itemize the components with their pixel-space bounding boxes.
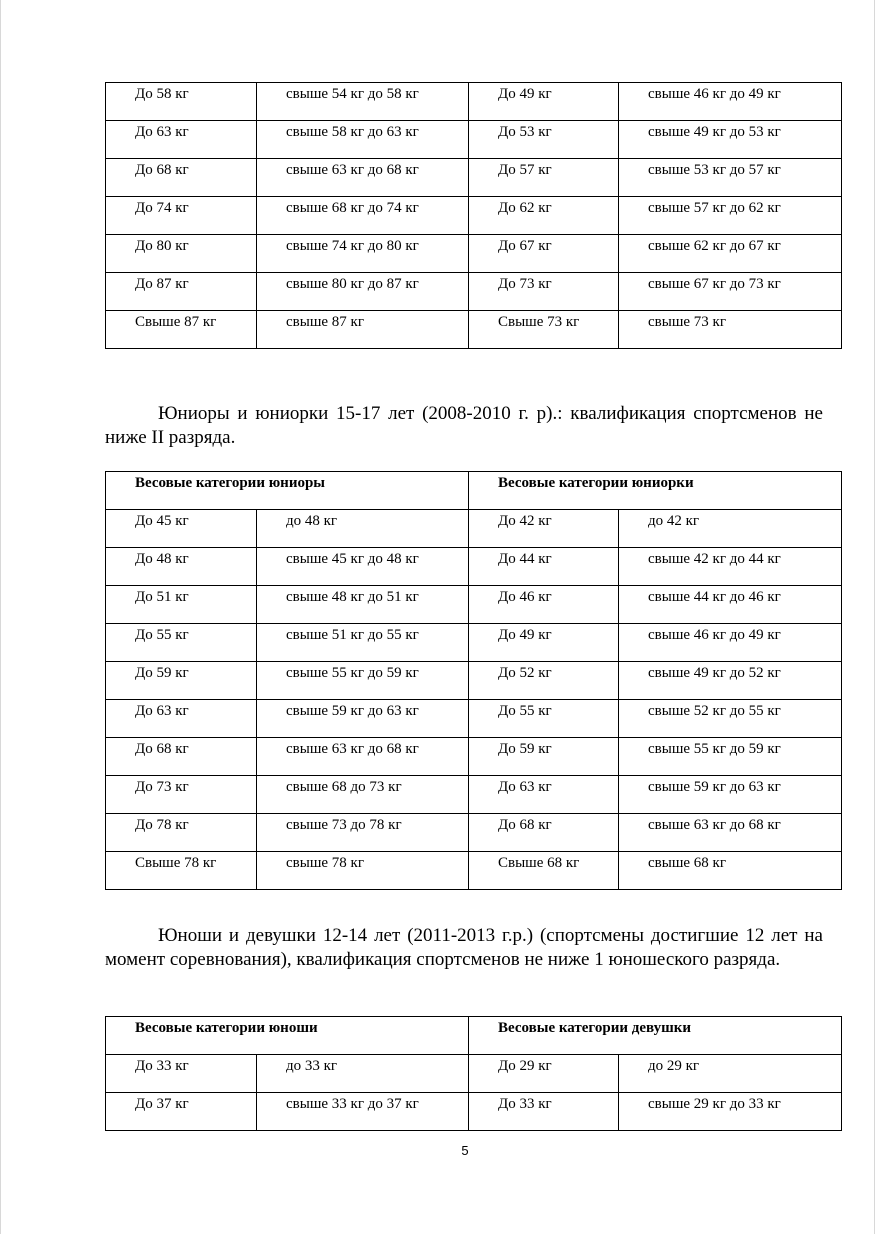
header-youth-girls: Весовые категории девушки xyxy=(469,1017,842,1055)
juniors-weight-table xyxy=(105,471,842,890)
cell-range-right: свыше 67 кг до 73 кг xyxy=(619,273,842,311)
table-row xyxy=(106,852,842,890)
cell-category-right: До 49 кг xyxy=(469,83,619,121)
cell-range-right: свыше 63 кг до 68 кг xyxy=(619,814,842,852)
cell-category-left: До 63 кг xyxy=(106,121,257,159)
cell-category-left: До 51 кг xyxy=(106,586,257,624)
cell-category-right: До 29 кг xyxy=(469,1055,619,1093)
cell-category-left: До 63 кг xyxy=(106,700,257,738)
cell-range-right: свыше 68 кг xyxy=(619,852,842,890)
cell-range-right: свыше 53 кг до 57 кг xyxy=(619,159,842,197)
cell-category-right: До 73 кг xyxy=(469,273,619,311)
table-row xyxy=(106,814,842,852)
cell-range-left: свыше 48 кг до 51 кг xyxy=(257,586,469,624)
header-youth-boys: Весовые категории юноши xyxy=(106,1017,469,1055)
cell-range-right: свыше 49 кг до 53 кг xyxy=(619,121,842,159)
cell-category-left: До 68 кг xyxy=(106,159,257,197)
cell-range-left: свыше 45 кг до 48 кг xyxy=(257,548,469,586)
cell-category-right: До 44 кг xyxy=(469,548,619,586)
cell-category-left: До 59 кг xyxy=(106,662,257,700)
cell-category-right: До 68 кг xyxy=(469,814,619,852)
table-row xyxy=(106,197,842,235)
cell-category-right: До 53 кг xyxy=(469,121,619,159)
cell-category-right: До 55 кг xyxy=(469,700,619,738)
cell-range-right: до 29 кг xyxy=(619,1055,842,1093)
cell-category-right: До 33 кг xyxy=(469,1093,619,1131)
table-row xyxy=(106,586,842,624)
cell-category-left: До 45 кг xyxy=(106,510,257,548)
table-row xyxy=(106,700,842,738)
cell-range-left: свыше 54 кг до 58 кг xyxy=(257,83,469,121)
table-row xyxy=(106,121,842,159)
cell-category-right: До 46 кг xyxy=(469,586,619,624)
cell-category-left: До 87 кг xyxy=(106,273,257,311)
cell-category-right: До 57 кг xyxy=(469,159,619,197)
cell-range-right: свыше 59 кг до 63 кг xyxy=(619,776,842,814)
header-juniors-girls: Весовые категории юниорки xyxy=(469,472,842,510)
cell-category-right: До 49 кг xyxy=(469,624,619,662)
table-row xyxy=(106,1093,842,1131)
youth-paragraph: Юноши и девушки 12-14 лет (2011-2013 г.р.) (спортсмены достигшие 12 лет на момент соревнования), квалификация спортсменов не ниже 1 юношеского разряда. xyxy=(105,925,823,970)
cell-category-right: До 62 кг xyxy=(469,197,619,235)
cell-range-left: свыше 87 кг xyxy=(257,311,469,349)
table-row xyxy=(106,159,842,197)
cell-category-left: До 55 кг xyxy=(106,624,257,662)
table-row xyxy=(106,273,842,311)
juniors-paragraph: Юниоры и юниорки 15-17 лет (2008-2010 г. р).: квалификация спортсменов не ниже II разряда. xyxy=(105,403,823,448)
cell-range-left: свыше 59 кг до 63 кг xyxy=(257,700,469,738)
cell-category-right: До 63 кг xyxy=(469,776,619,814)
cell-range-left: свыше 68 кг до 74 кг xyxy=(257,197,469,235)
cell-range-right: свыше 57 кг до 62 кг xyxy=(619,197,842,235)
cell-range-right: свыше 52 кг до 55 кг xyxy=(619,700,842,738)
cell-range-right: свыше 29 кг до 33 кг xyxy=(619,1093,842,1131)
table-row xyxy=(106,738,842,776)
cell-range-left: свыше 78 кг xyxy=(257,852,469,890)
table-row xyxy=(106,1055,842,1093)
cell-range-left: свыше 63 кг до 68 кг xyxy=(257,738,469,776)
weight-table-top xyxy=(105,82,842,349)
page-border-left xyxy=(0,0,1,1234)
cell-range-right: свыше 73 кг xyxy=(619,311,842,349)
cell-range-left: до 48 кг xyxy=(257,510,469,548)
table-row xyxy=(106,235,842,273)
cell-range-right: свыше 62 кг до 67 кг xyxy=(619,235,842,273)
table-row xyxy=(106,311,842,349)
table-row xyxy=(106,510,842,548)
cell-range-left: свыше 68 до 73 кг xyxy=(257,776,469,814)
cell-range-left: свыше 80 кг до 87 кг xyxy=(257,273,469,311)
cell-range-right: свыше 46 кг до 49 кг xyxy=(619,83,842,121)
cell-range-left: свыше 63 кг до 68 кг xyxy=(257,159,469,197)
cell-category-right: До 52 кг xyxy=(469,662,619,700)
table-header-row xyxy=(106,472,842,510)
table-row xyxy=(106,662,842,700)
table-row xyxy=(106,776,842,814)
cell-category-left: До 68 кг xyxy=(106,738,257,776)
cell-range-left: свыше 58 кг до 63 кг xyxy=(257,121,469,159)
cell-category-right: До 42 кг xyxy=(469,510,619,548)
cell-range-right: свыше 49 кг до 52 кг xyxy=(619,662,842,700)
cell-category-right: До 67 кг xyxy=(469,235,619,273)
cell-category-left: До 74 кг xyxy=(106,197,257,235)
cell-range-right: свыше 46 кг до 49 кг xyxy=(619,624,842,662)
cell-category-left: До 58 кг xyxy=(106,83,257,121)
table-row xyxy=(106,548,842,586)
youth-weight-table xyxy=(105,1016,842,1131)
cell-category-left: До 48 кг xyxy=(106,548,257,586)
cell-range-left: свыше 74 кг до 80 кг xyxy=(257,235,469,273)
table-row xyxy=(106,83,842,121)
cell-range-left: свыше 33 кг до 37 кг xyxy=(257,1093,469,1131)
table-header-row xyxy=(106,1017,842,1055)
page-number: 5 xyxy=(461,1143,469,1158)
cell-category-left: Свыше 78 кг xyxy=(106,852,257,890)
cell-category-left: До 37 кг xyxy=(106,1093,257,1131)
cell-category-right: До 59 кг xyxy=(469,738,619,776)
cell-range-right: свыше 44 кг до 46 кг xyxy=(619,586,842,624)
cell-range-left: свыше 73 до 78 кг xyxy=(257,814,469,852)
cell-category-left: До 80 кг xyxy=(106,235,257,273)
cell-category-left: До 33 кг xyxy=(106,1055,257,1093)
cell-category-right: Свыше 68 кг xyxy=(469,852,619,890)
cell-range-right: до 42 кг xyxy=(619,510,842,548)
cell-category-left: Свыше 87 кг xyxy=(106,311,257,349)
header-juniors-boys: Весовые категории юниоры xyxy=(106,472,469,510)
cell-range-right: свыше 55 кг до 59 кг xyxy=(619,738,842,776)
table-row xyxy=(106,624,842,662)
cell-range-left: свыше 51 кг до 55 кг xyxy=(257,624,469,662)
cell-category-right: Свыше 73 кг xyxy=(469,311,619,349)
cell-range-left: до 33 кг xyxy=(257,1055,469,1093)
cell-category-left: До 78 кг xyxy=(106,814,257,852)
cell-range-left: свыше 55 кг до 59 кг xyxy=(257,662,469,700)
cell-range-right: свыше 42 кг до 44 кг xyxy=(619,548,842,586)
cell-category-left: До 73 кг xyxy=(106,776,257,814)
